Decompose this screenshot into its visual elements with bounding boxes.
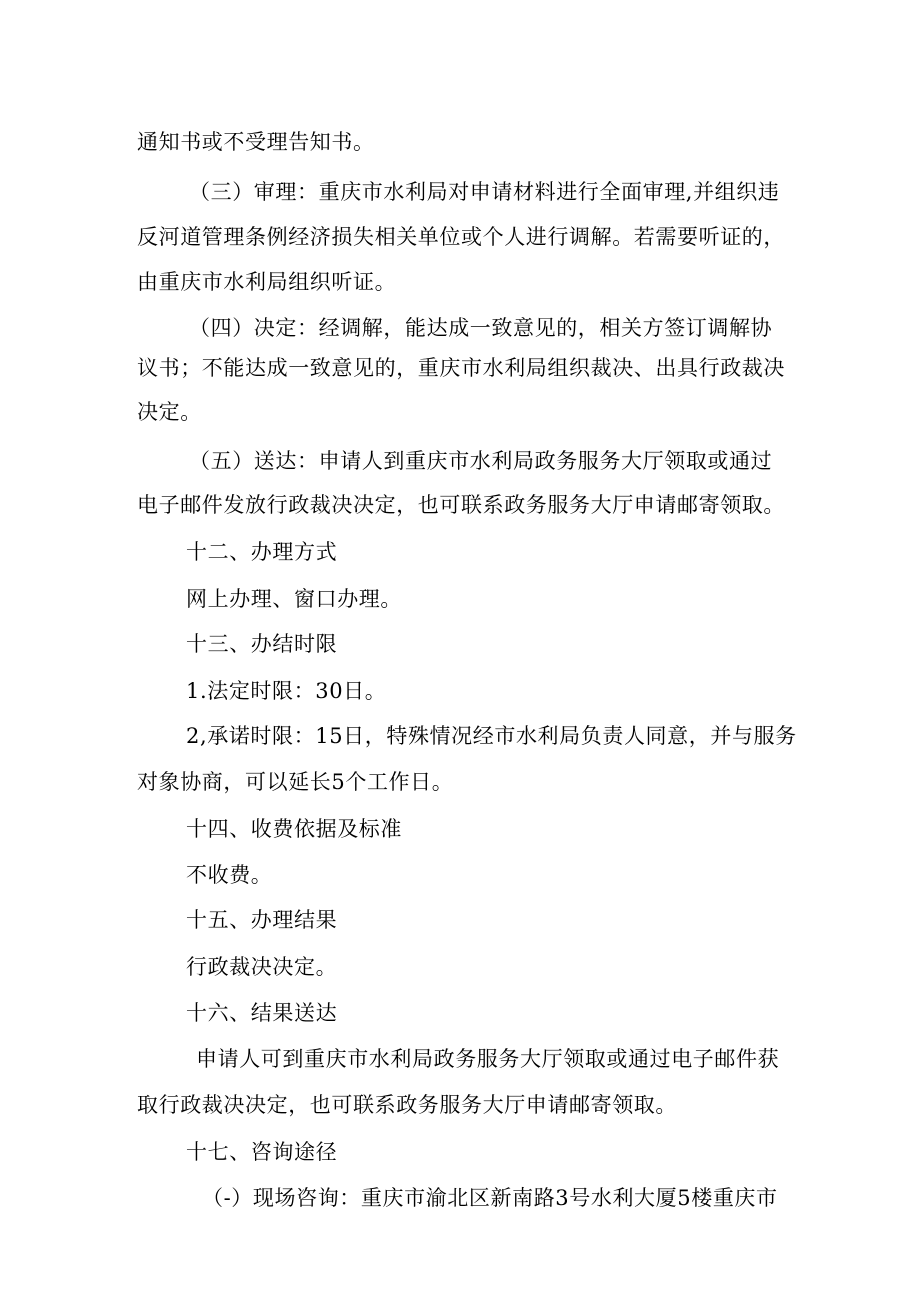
- text-line-review-3: 由重庆市水利局组织听证。: [137, 270, 397, 294]
- text-line-delivery-2: 电子邮件发放行政裁决决定，也可联系政务服务大厅申请邮寄领取。: [137, 493, 785, 517]
- section-heading-13: 十三、办结时限: [186, 632, 338, 656]
- text-line-method: 网上办理、窗口办理。: [186, 587, 402, 611]
- text-line-review-2: 反河道管理条例经济损失相关单位或个人进行调解。若需要听证的，: [137, 225, 785, 249]
- text-line-review-1: （三）审理：重庆市水利局对申请材料进行全面审理,并组织违: [189, 180, 780, 204]
- text-line-decision-3: 决定。: [137, 400, 202, 424]
- section-heading-17: 十七、咨询途径: [186, 1140, 338, 1164]
- text-line-decision-1: （四）决定：经调解，能达成一致意见的，相关方签订调解协: [189, 316, 773, 340]
- section-heading-16: 十六、结果送达: [186, 1001, 338, 1025]
- text-line-statutory-limit: 1.法定时限：30日。: [186, 679, 387, 703]
- text-line-intake-notice: 通知书或不受理告知书。: [137, 130, 375, 154]
- text-line-result: 行政裁决决定。: [186, 955, 338, 979]
- text-line-promised-limit-1: 2,承诺时限：15日，特殊情况经市水利局负责人同意，并与服务: [186, 724, 797, 748]
- text-line-onsite-consult: （-）现场咨询：重庆市渝北区新南路3号水利大厦5楼重庆市: [202, 1186, 778, 1210]
- section-heading-12: 十二、办理方式: [186, 540, 338, 564]
- text-line-promised-limit-2: 对象协商，可以延长5个工作日。: [137, 770, 454, 794]
- text-line-delivery-1: （五）送达：申请人到重庆市水利局政务服务大厅领取或通过: [189, 449, 773, 473]
- text-line-decision-2: 议书；不能达成一致意见的，重庆市水利局组织裁决、出具行政裁决: [137, 356, 785, 380]
- text-line-result-delivery-1: 申请人可到重庆市水利局政务服务大厅领取或通过电子邮件获: [196, 1047, 780, 1071]
- section-heading-15: 十五、办理结果: [186, 908, 338, 932]
- text-line-result-delivery-2: 取行政裁决决定，也可联系政务服务大厅申请邮寄领取。: [137, 1093, 677, 1117]
- section-heading-14: 十四、收费依据及标准: [186, 817, 402, 841]
- text-line-fees: 不收费。: [186, 863, 273, 887]
